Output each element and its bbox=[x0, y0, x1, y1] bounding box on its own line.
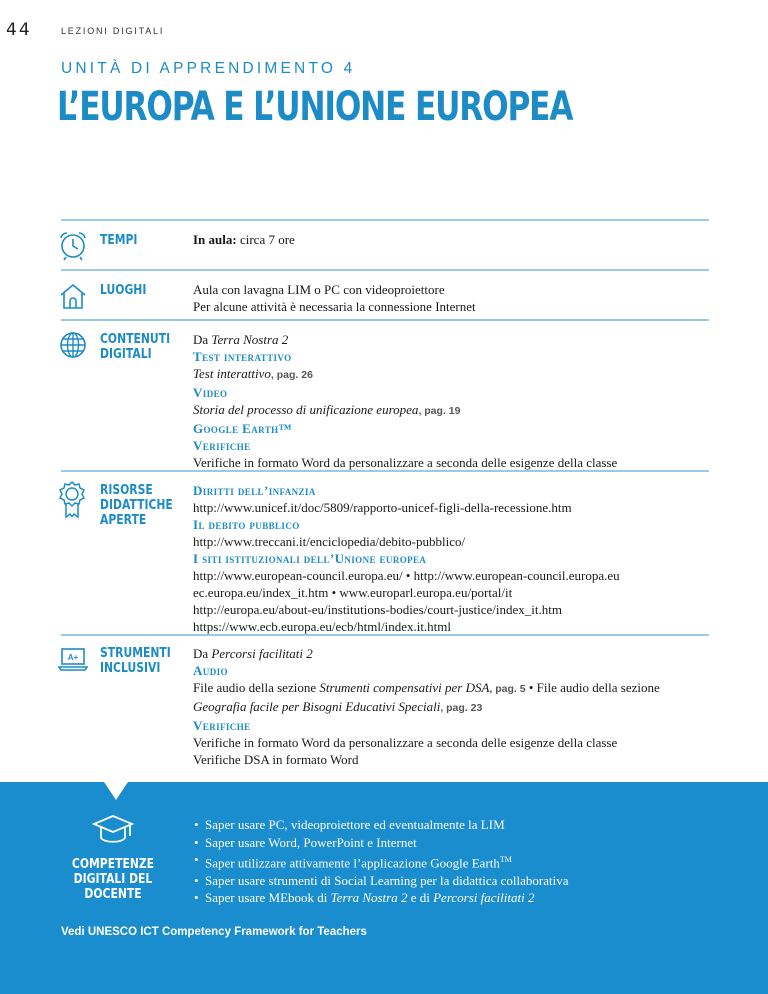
list-item-text: e di bbox=[407, 890, 434, 906]
list-item bbox=[194, 889, 569, 907]
list-item: • Saper usare strumenti di Social Learning per la didattica collaborativa bbox=[194, 872, 569, 890]
globe-icon bbox=[57, 329, 89, 361]
row-label-tempi: TEMPI bbox=[100, 232, 138, 248]
page-ref: , pag. 23 bbox=[440, 702, 483, 714]
unesco-reference: Vedi UNESCO ICT Competency Framework for Teachers bbox=[61, 926, 367, 938]
section-heading: Il debito pubblico bbox=[193, 517, 300, 532]
house-icon bbox=[57, 280, 89, 312]
competenze-list bbox=[194, 816, 569, 907]
row-divider bbox=[61, 269, 709, 271]
row-label-contenuti: CONTENUTI DIGITALI bbox=[100, 331, 171, 362]
resource-title: Geografia facile per Bisogni Educativi Speciali bbox=[193, 699, 441, 714]
resource-link[interactable]: ec.europa.eu/index_it.htm • www.europarl.europa.eu/portal/it bbox=[193, 585, 513, 600]
resource-link[interactable]: http://www.unicef.it/doc/5809/rapporto-unicef-figli-della-recessione.htm bbox=[193, 500, 572, 515]
list-item-text: Saper usare MEbook di bbox=[205, 890, 331, 906]
clock-icon bbox=[57, 229, 89, 261]
resource-title: Strumenti compensativi per DSA bbox=[319, 680, 490, 695]
row-content-luoghi bbox=[193, 281, 713, 315]
audio-text: • File audio della sezione bbox=[525, 680, 660, 695]
list-item-text: Saper utilizzare attivamente l’applicazione Google Earth bbox=[205, 855, 500, 871]
resource-link[interactable]: https://www.ecb.europa.eu/ecb/html/index.it.html bbox=[193, 619, 452, 634]
row-content-risorse bbox=[193, 482, 713, 635]
laptop-a-plus-icon bbox=[57, 644, 89, 676]
section-heading: Google Earth™ bbox=[193, 421, 292, 436]
source-title: Percorsi facilitati 2 bbox=[211, 646, 313, 661]
competenze-label: COMPETENZE DIGITALI DEL DOCENTE bbox=[71, 856, 155, 902]
verifiche-text: Verifiche in formato Word da personalizzare a seconda delle esigenze della classe bbox=[193, 735, 618, 750]
list-item: • Saper usare PC, videoproiettore ed eventualmente la LIM bbox=[194, 816, 569, 834]
row-label-strumenti: STRUMENTI INCLUSIVI bbox=[100, 645, 171, 676]
row-divider bbox=[61, 219, 709, 221]
award-badge-icon bbox=[57, 480, 87, 520]
row-content-strumenti bbox=[193, 645, 713, 768]
row-divider bbox=[61, 634, 709, 636]
resource-link[interactable]: http://www.treccani.it/enciclopedia/debito-pubblico/ bbox=[193, 534, 466, 549]
book-title: Terra Nostra 2 bbox=[330, 890, 408, 906]
page-number: 44 bbox=[6, 20, 32, 40]
section-heading: Audio bbox=[193, 663, 228, 678]
list-item bbox=[194, 851, 569, 872]
tempi-text: circa 7 ore bbox=[236, 232, 295, 247]
source-prefix: Da bbox=[193, 646, 212, 661]
tempi-prefix: In aula: bbox=[193, 232, 237, 247]
band-notch bbox=[104, 782, 128, 800]
row-divider bbox=[61, 319, 709, 321]
section-heading: Video bbox=[193, 385, 228, 400]
list-item: • Saper usare Word, PowerPoint e Internet bbox=[194, 834, 569, 852]
section-heading: Diritti dell’infanzia bbox=[193, 483, 316, 498]
unit-label: UNITÀ DI APPRENDIMENTO 4 bbox=[61, 60, 356, 77]
row-label-risorse: RISORSE DIDATTICHE APERTE bbox=[100, 482, 173, 528]
resource-link[interactable]: http://europa.eu/about-eu/institutions-bodies/court-justice/index_it.htm bbox=[193, 602, 562, 617]
row-content-contenuti bbox=[193, 331, 713, 471]
laptop-icon-text: A+ bbox=[67, 653, 79, 662]
audio-text: File audio della sezione bbox=[193, 680, 320, 695]
luoghi-line: Aula con lavagna LIM o PC con videoproiettore bbox=[193, 282, 445, 297]
resource-title: Storia del processo di unificazione europea bbox=[193, 402, 419, 417]
verifiche-text: Verifiche DSA in formato Word bbox=[193, 752, 359, 767]
row-divider bbox=[61, 470, 709, 472]
trademark-sup: TM bbox=[499, 855, 512, 864]
page-ref: , pag. 26 bbox=[270, 369, 313, 381]
page-ref: , pag. 19 bbox=[418, 405, 461, 417]
section-heading: Test interattivo bbox=[193, 349, 292, 364]
section-heading: I siti istituzionali dell’Unione europea bbox=[193, 551, 427, 566]
page-title: L’EUROPA E L’UNIONE EUROPEA bbox=[57, 84, 573, 130]
section-heading: Verifiche bbox=[193, 718, 251, 733]
resource-title: Test interattivo bbox=[193, 366, 271, 381]
page-ref: , pag. 5 bbox=[489, 683, 526, 695]
book-title: Percorsi facilitati 2 bbox=[433, 890, 535, 906]
row-content-tempi bbox=[193, 231, 713, 248]
resource-link[interactable]: http://www.european-council.europa.eu/ • http://www.european-council.europa.eu bbox=[193, 568, 620, 583]
row-label-luoghi: LUOGHI bbox=[100, 282, 147, 298]
source-title: Terra Nostra 2 bbox=[211, 332, 289, 347]
luoghi-line: Per alcune attività è necessaria la connessione Internet bbox=[193, 299, 476, 314]
graduation-cap-icon bbox=[92, 812, 134, 848]
running-head: LEZIONI DIGITALI bbox=[61, 26, 165, 36]
section-heading: Verifiche bbox=[193, 438, 251, 453]
verifiche-text: Verifiche in formato Word da personalizzare a seconda delle esigenze della classe bbox=[193, 455, 618, 470]
source-prefix: Da bbox=[193, 332, 212, 347]
